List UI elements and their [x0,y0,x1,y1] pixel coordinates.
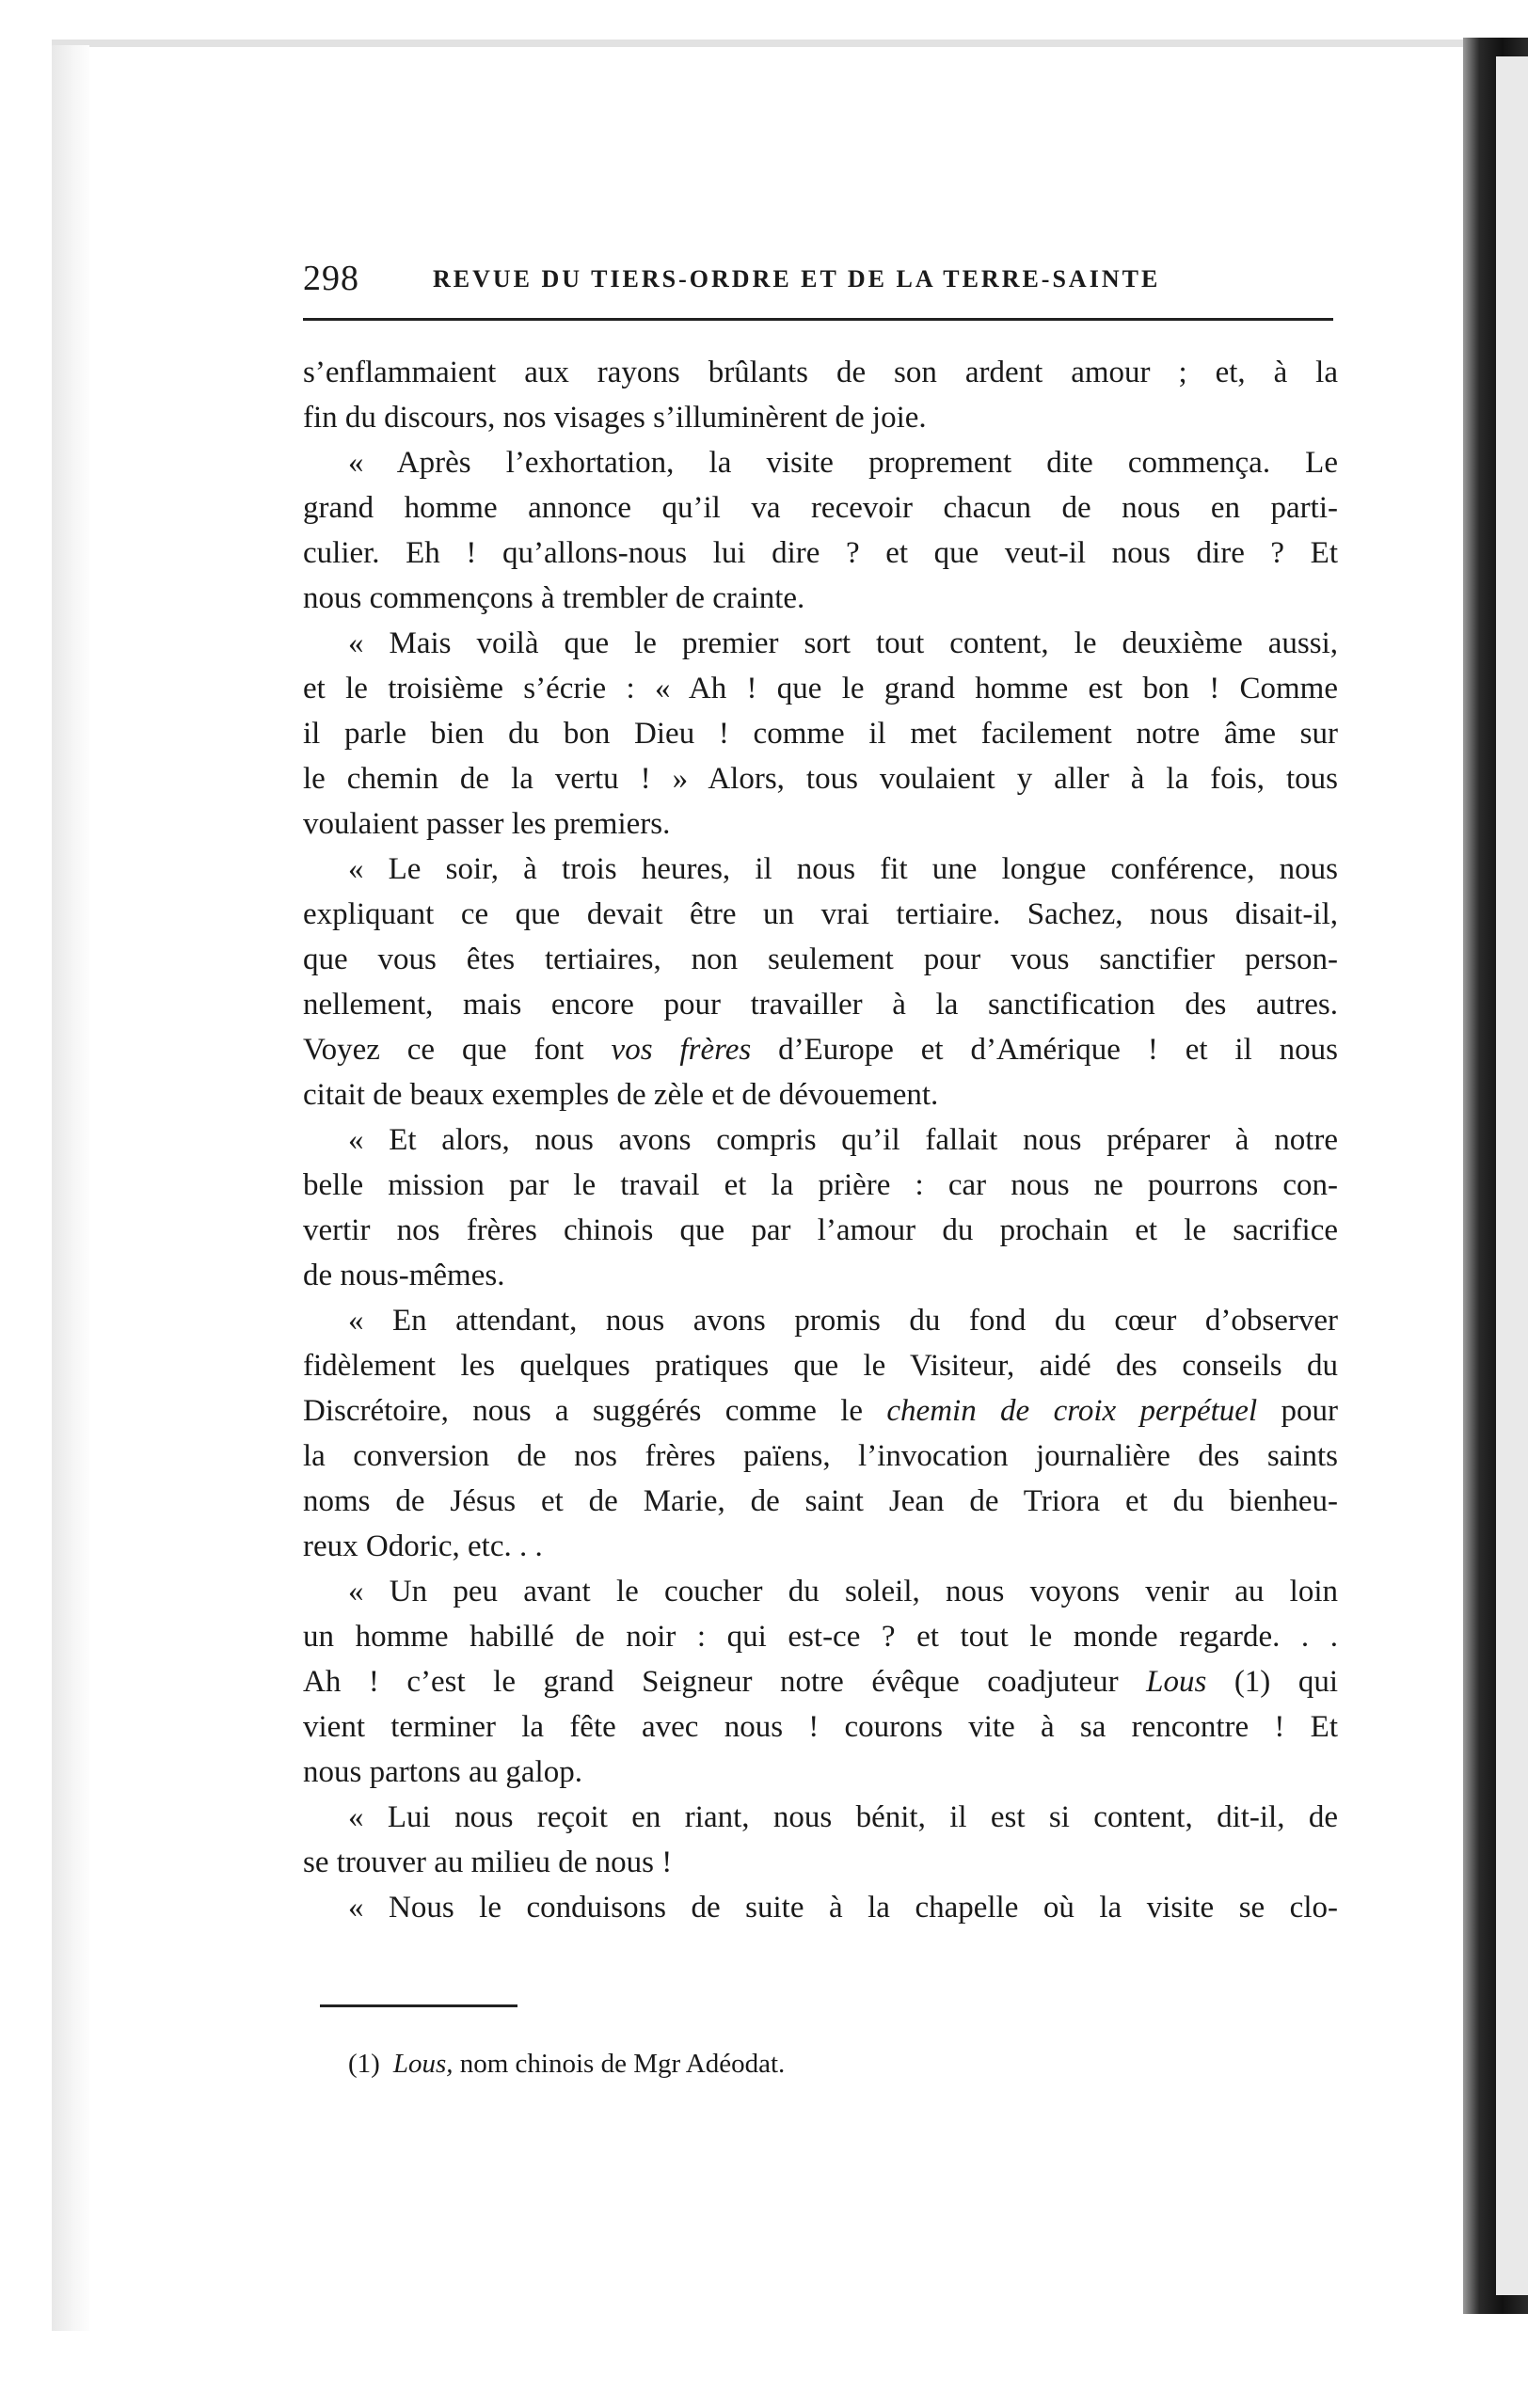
text-line: il parle bien du bon Dieu ! comme il met facilement notre âme sur [303,717,1338,751]
text-line: s’enflammaient aux rayons brûlants de son ardent amour ; et, à la [303,356,1338,389]
facing-page-edge [1496,56,1528,2295]
text-line: nous commençons à trembler de crainte. [303,581,805,615]
text-line: vertir nos frères chinois que par l’amour du prochain et le sacrifice [303,1213,1338,1247]
footnote-name: Lous, [392,2049,454,2079]
header-rule [303,318,1333,321]
text-line: culier. Eh ! qu’allons-nous lui dire ? et que veut-il nous dire ? Et [303,536,1338,570]
text-line: nellement, mais encore pour travailler à la sanctification des autres. [303,988,1338,1022]
text-line: nous partons au galop. [303,1755,582,1789]
scan-top-edge [52,40,1463,47]
text-line: « Nous le conduisons de suite à la chapelle où la visite se clo- [348,1891,1338,1925]
footnote-rule [320,2004,517,2007]
text-line: noms de Jésus et de Marie, de saint Jean de Triora et du bienheu- [303,1484,1338,1518]
text-line: expliquant ce que devait être un vrai tertiaire. Sachez, nous disait-il, [303,897,1338,931]
text-line: un homme habillé de noir : qui est-ce ? et tout le monde regarde. . . [303,1620,1338,1654]
text-line: et le troisième s’écrie : « Ah ! que le grand homme est bon ! Comme [303,672,1338,705]
text-line: belle mission par le travail et la prière : car nous ne pourrons con- [303,1168,1338,1202]
text-line: grand homme annonce qu’il va recevoir chacun de nous en parti- [303,491,1338,525]
text-line: reux Odoric, etc. . . [303,1529,543,1563]
italic-text: chemin de croix perpétuel [886,1394,1258,1428]
text-line: le chemin de la vertu ! » Alors, tous voulaient y aller à la fois, tous [303,762,1338,796]
page-number: 298 [303,259,359,298]
text-line: la conversion de nos frères païens, l’invocation journalière des saints [303,1439,1338,1473]
italic-text: Lous [1146,1665,1207,1699]
text-line: « En attendant, nous avons promis du fond du cœur d’observer [348,1304,1338,1338]
text-line: « Mais voilà que le premier sort tout content, le deuxième aussi, [348,626,1338,660]
italic-text: vos frères [611,1033,752,1067]
text-line: vient terminer la fête avec nous ! courons vite à sa rencontre ! Et [303,1710,1338,1744]
text-line: voulaient passer les premiers. [303,807,671,841]
text-line: que vous êtes tertiaires, non seulement pour vous sanctifier person- [303,943,1338,976]
body-text [303,350,1338,1930]
text-line: « Le soir, à trois heures, il nous fit une longue conférence, nous [348,852,1338,886]
text-line: citait de beaux exemples de zèle et de dévouement. [303,1078,939,1112]
text-line: se trouver au milieu de nous ! [303,1846,673,1879]
footnote-text: nom chinois de Mgr Adéodat. [459,2049,786,2079]
text-line: « Et alors, nous avons compris qu’il fallait nous préparer à notre [348,1123,1338,1157]
text-line: fin du discours, nos visages s’illuminèrent de joie. [303,401,927,435]
scan-left-edge [52,45,89,2331]
text-line: fidèlement les quelques pratiques que le Visiteur, aidé des conseils du [303,1349,1338,1383]
text-line: de nous-mêmes. [303,1259,505,1292]
text-line: « Lui nous reçoit en riant, nous bénit, il est si content, dit-il, de [348,1800,1338,1834]
text-line: Ah ! c’est le grand Seigneur notre évêque coadjuteur Lous (1) qui [303,1665,1338,1699]
running-title: REVUE DU TIERS-ORDRE ET DE LA TERRE-SAINTE [433,265,1161,293]
page-header [303,254,1333,301]
text-line: « Après l’exhortation, la visite proprement dite commença. Le [348,446,1338,480]
text-line: Discrétoire, nous a suggérés comme le chemin de croix perpétuel pour [303,1394,1338,1428]
footnote-mark: (1) [348,2049,380,2079]
text-line: « Un peu avant le coucher du soleil, nous voyons venir au loin [348,1575,1338,1608]
text-line: Voyez ce que font vos frères d’Europe et d’Amérique ! et il nous [303,1033,1338,1067]
footnote [348,2049,785,2080]
